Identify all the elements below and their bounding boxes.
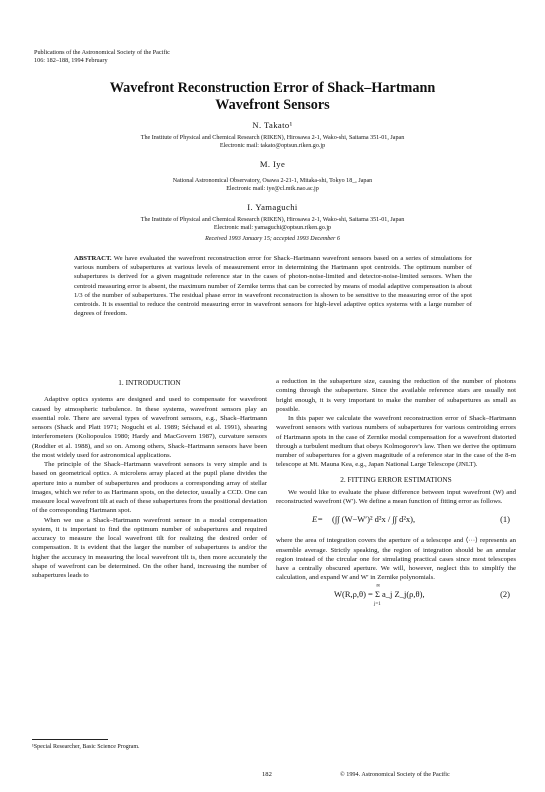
- equation-2-number: (2): [500, 588, 510, 599]
- equation-2-sum-bottom: j=1: [374, 601, 381, 607]
- author-name-1: N. Takato¹: [252, 120, 293, 130]
- left-column: [32, 378, 267, 580]
- author-name-3: I. Yamaguchi: [247, 202, 298, 212]
- equation-2-sum-top: ∞: [376, 582, 381, 589]
- author-name-2: M. Iye: [259, 159, 286, 169]
- author-email-3: Electronic mail: yamaguchi@optsun.riken.go.jp: [213, 225, 332, 231]
- equation-2: [276, 583, 516, 609]
- paper-title-line-1: Wavefront Reconstruction Error of Shack–Hartmann: [109, 80, 436, 96]
- equation-2-body: W(R,ρ,θ) = Σ a_j Z_j(ρ,θ),: [334, 588, 425, 599]
- equation-1-lhs: E=: [312, 514, 323, 525]
- right-paragraph-2: In this paper we calculate the wavefront reconstruction error of Shack–Hartmann wavefront sensors with various numbers of subapertures for various centroiding errors of Hartmann spots in the case of Zernike modal compensation for a wavefront distorted through a turbulent medium that obeys Kolmogorov's law. Then we derive the optimum number of subapertures for a given magnitude of a reference star in the case of the 8-m telescope at Mt. Mauna Kea, e.g., Japan National Large Telescope (JNLT).: [276, 415, 516, 469]
- right-paragraph-4: where the area of integration covers the aperture of a telescope and ⟨···⟩ represents an ensemble average. Strictly speaking, the region of integration should be an annular region instead of the circular one for simulating practical cases since most telescopes have a centrally obscured aperture. We will, however, neglect this to simplify the calculation, and expand W and W′ in Zernike polynomials.: [276, 537, 516, 582]
- paper-title-line-2: Wavefront Sensors: [215, 97, 330, 113]
- author-affiliation-3: The Institute of Physical and Chemical Research (RIKEN), Hirosawa 2-1, Wako-shi, Saitama 351-01, Japan: [140, 217, 405, 223]
- section-heading-fitting-error: 2. FITTING ERROR ESTIMATIONS: [340, 474, 452, 484]
- abstract-text: We have evaluated the wavefront reconstruction error for Shack–Hartmann wavefront sensors based on a series of simulations for various numbers of subapertures at various levels of measurement error in determining the Hartmann spot centroids. The optimum number of subapertures is derived for a given magnitude reference star in the cases of photon-noise-limited and detector-noise-limited sensors. When the centroid measuring error is absent, the maximum number of Zernike terms that can be corrected by means of modal adaptive compensation is about 1/3 of the number of subapertures. The residual phase error in wavefront reconstruction is shown to be sensitive to the measuring error of the spot centroids. It is essential to reduce the centroid measuring error in wavefront sensors for high-level adaptive optics systems with a large number of degrees of freedom.: [74, 255, 472, 318]
- page-number: 182: [262, 771, 272, 778]
- author-email-2: Electronic mail: iye@cl.mtk.nao.ac.jp: [226, 186, 319, 192]
- footnote-rule: [32, 739, 108, 740]
- right-paragraph-3: We would like to evaluate the phase difference between input wavefront (W) and reconstructed wavefront (W′). We define a mean function of fitting error as follows.: [276, 488, 516, 505]
- received-dates: Received 1993 January 15; accepted 1993 December 6: [205, 236, 340, 242]
- intro-paragraph-1: Adaptive optics systems are designed and used to compensate for wavefront caused by atmospheric turbulence. In these systems, wavefront sensors play an essential role. There are several types of wavefront sensors, e.g., Shack–Hartmann sensors (Shack and Platt 1971; Noguchi et al. 1989; Séchaud et al. 1991), shearing interferometers (Koliopoulos 1980; Hardy and MacGovern 1987), curvature sensors (Roddier et al. 1988), and so on. Among others, Shack–Hartmann sensors have been the most widely used for astronomical applications.: [32, 396, 267, 459]
- equation-1-body: (∫∫ (W−W′)² d²x / ∫∫ d²x),: [332, 514, 416, 525]
- equation-1-number: (1): [500, 514, 510, 525]
- journal-name: Publications of the Astronomical Society of the Pacific: [34, 49, 170, 56]
- equation-1: [276, 506, 516, 536]
- section-heading-introduction: 1. INTRODUCTION: [118, 378, 181, 387]
- abstract: [74, 254, 472, 318]
- intro-paragraph-3: When we use a Shack–Hartmann wavefront sensor in a modal compensation system, it is important to find the optimum number of subapertures and required accuracy to measure the local wavefront tilt for realizing the desired order of compensation. It is evident that the larger the number of subapertures is and/or the higher the accuracy in measuring the local wavefront tilt is, then more accurately the shape of wavefront can be determined. On the other hand, increasing the number of subapertures leads to: [32, 516, 267, 579]
- author-affiliation-1: The Institute of Physical and Chemical Research (RIKEN), Hirosawa 2-1, Wako-shi, Saitama 351-01, Japan: [140, 135, 405, 141]
- intro-paragraph-2: The principle of the Shack–Hartmann wavefront sensors is very simple and is based on geometrical optics. A microlens array placed at the pupil plane divides the aperture into a number of subapertures and produces a corresponding array of stellar images, which we refer to as Hartmann spots, on the detector, usually a CCD. One can measure local wavefront tilt at each of these subapertures from the positional deviation of the corresponding Hartmann spot.: [32, 461, 267, 515]
- journal-citation: 106: 182–188, 1994 February: [34, 57, 108, 64]
- author-email-1: Electronic mail: takato@optsun.riken.go.jp: [219, 143, 326, 149]
- right-column: [276, 377, 516, 609]
- abstract-label: ABSTRACT.: [74, 255, 112, 262]
- author-affiliation-2: National Astronomical Observatory, Osawa 2-21-1, Mitaka-shi, Tokyo 18_, Japan: [172, 178, 373, 184]
- footnote-text: ¹Special Researcher, Basic Science Program.: [32, 744, 140, 750]
- right-paragraph-1: a reduction in the subaperture size, causing the reduction of the number of photons coming through the subaperture. Since the available reference stars are usually not bright enough, it is very important to make the number of subapertures as small as possible.: [276, 378, 516, 413]
- copyright: © 1994. Astronomical Society of the Pacific: [340, 771, 450, 778]
